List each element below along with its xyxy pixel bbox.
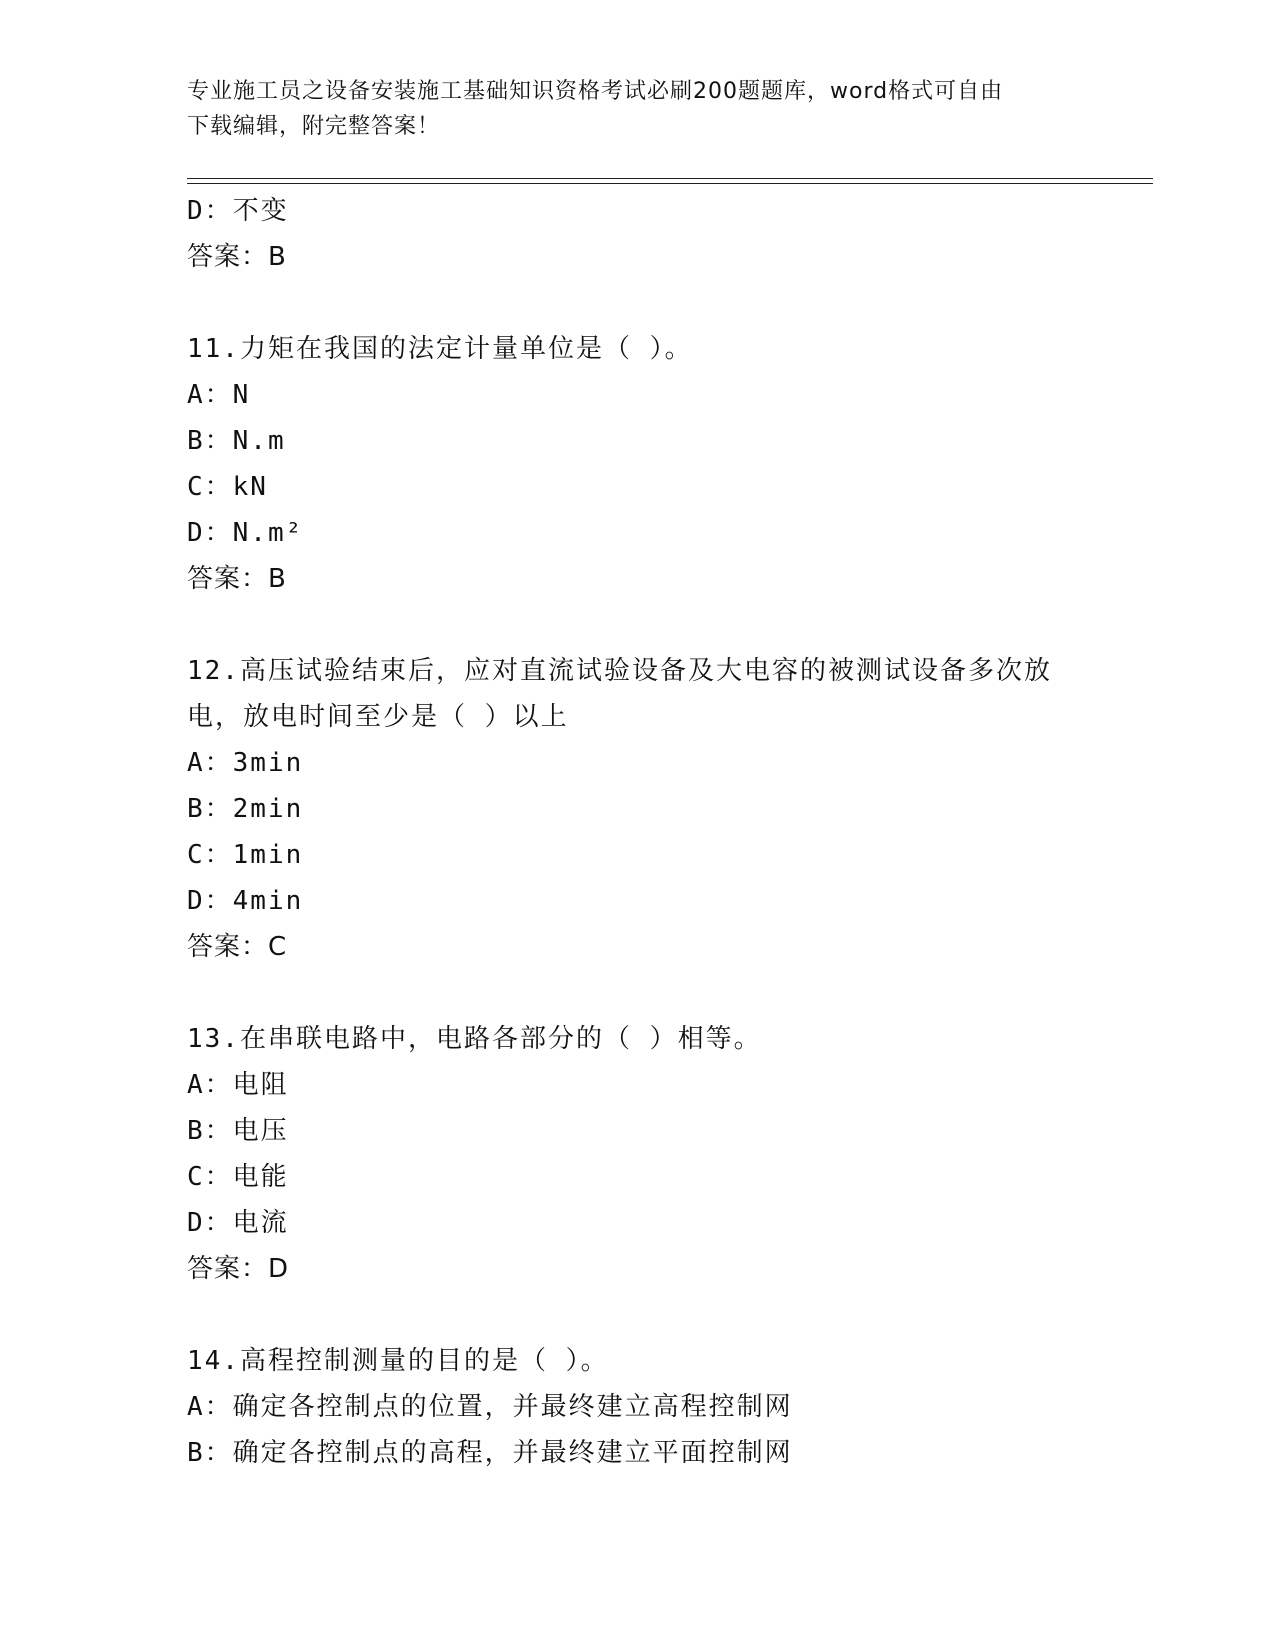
question-12-option-b: B：2min — [187, 794, 304, 824]
question-11-option-a: A：N — [187, 380, 251, 410]
question-13-option-c: C：电能 — [187, 1162, 289, 1192]
question-content — [187, 188, 1087, 1476]
header-rule-top — [187, 178, 1153, 179]
spacer — [187, 1292, 1087, 1338]
header-line-1: 专业施工员之设备安装施工基础知识资格考试必刷200题题库，word格式可自由 — [187, 79, 1004, 104]
question-11-option-d: D：N.m² — [187, 518, 304, 548]
question-11-option-c: C：kN — [187, 472, 268, 502]
question-12-answer: 答案：C — [187, 932, 288, 962]
question-14-option-b: B：确定各控制点的高程，并最终建立平面控制网 — [187, 1438, 793, 1468]
header-line-2: 下载编辑，附完整答案！ — [187, 114, 441, 139]
prev-answer: 答案：B — [187, 242, 287, 272]
question-13-option-b: B：电压 — [187, 1116, 289, 1146]
question-12-option-d: D：4min — [187, 886, 304, 916]
question-12-option-c: C：1min — [187, 840, 304, 870]
question-13-option-d: D：电流 — [187, 1208, 289, 1238]
question-12-option-a: A：3min — [187, 748, 304, 778]
header-rule-bottom — [187, 183, 1153, 184]
spacer — [187, 970, 1087, 1016]
question-13-option-a: A：电阻 — [187, 1070, 289, 1100]
question-14-option-a: A：确定各控制点的位置，并最终建立高程控制网 — [187, 1392, 793, 1422]
spacer — [187, 602, 1087, 648]
question-12-stem-line-2: 电，放电时间至少是（ ）以上 — [187, 702, 569, 732]
question-11-option-b: B：N.m — [187, 426, 286, 456]
question-11-answer: 答案：B — [187, 564, 287, 594]
question-13-answer: 答案：D — [187, 1254, 290, 1284]
question-13-stem: 13.在串联电路中，电路各部分的（ ）相等。 — [187, 1024, 762, 1054]
prev-option-d: D：不变 — [187, 196, 289, 226]
question-12-stem-line-1: 12.高压试验结束后，应对直流试验设备及大电容的被测试设备多次放 — [187, 656, 1052, 686]
question-11-stem: 11.力矩在我国的法定计量单位是（ ）。 — [187, 334, 693, 364]
spacer — [187, 280, 1087, 326]
question-14-stem: 14.高程控制测量的目的是（ ）。 — [187, 1346, 609, 1376]
document-header — [187, 74, 1067, 144]
